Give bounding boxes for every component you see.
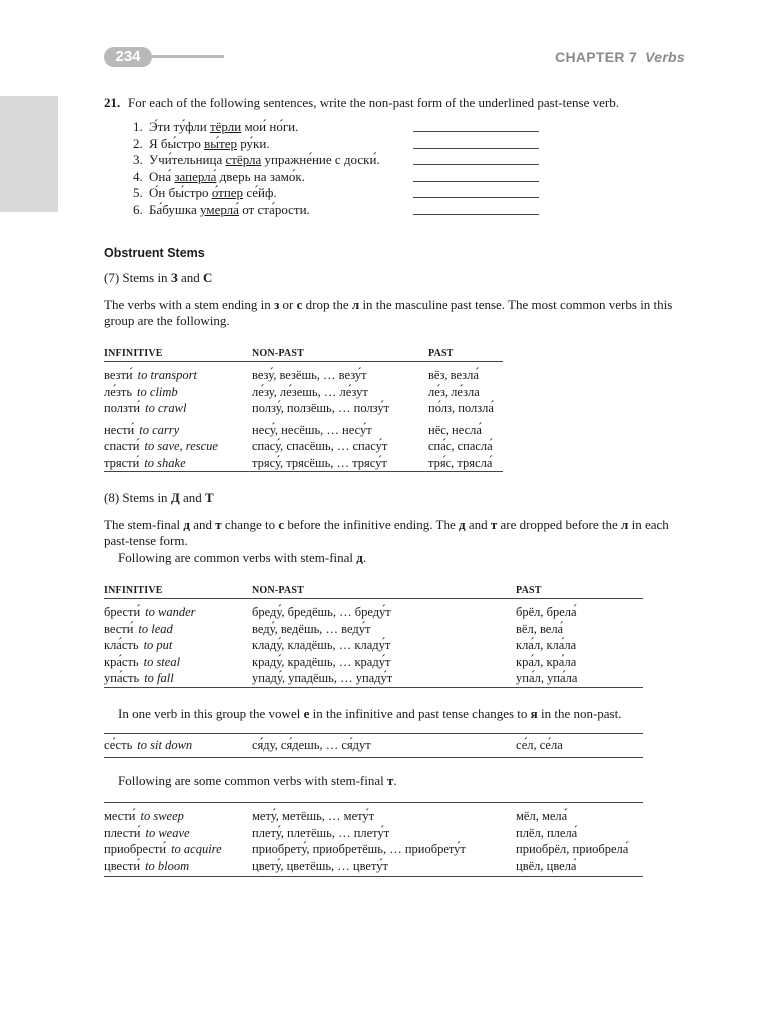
subsection-7-title: (7) Stems in З and С: [104, 270, 213, 285]
table-row: брести́ to wander бреду́, бредёшь, … бреду́т брёл, брела́: [104, 605, 577, 619]
table-row: приобрести́ to acquire приобрету́, приобретёшь, … приобрету́т приобрёл, приобрела́: [104, 842, 629, 856]
vowel-change-note: In one verb in this group the vowel е in the infinitive and past tense changes to я in the non-past.: [118, 706, 622, 721]
zs-stems-table: [104, 346, 503, 472]
exercise-item: 2. Я бы́стро вы́тер ру́ки.: [133, 136, 380, 153]
col-infinitive: INFINITIVE: [104, 346, 252, 362]
col-nonpast: NON-PAST: [252, 346, 428, 362]
col-past: PAST: [516, 583, 643, 599]
subsection-8-title: (8) Stems in Д and Т: [104, 490, 214, 505]
exercise-instruction: For each of the following sentences, write the non-past form of the underlined past-tense verb.: [128, 95, 619, 110]
subsection-7-text: The verbs with a stem ending in з or с drop the л in the masculine past tense. The most common verbs in this group are the following.: [104, 297, 673, 328]
table-row: плести́ to weave плету́, плетёшь, … плету́т плёл, плела́: [104, 825, 578, 840]
table-row: кла́сть to put кладу́, кладёшь, … кладу́т кла́л, кла́ла: [104, 638, 577, 652]
exercise-item: 5. О́н бы́стро о́тпер се́йф.: [133, 185, 380, 202]
t-stems-table: [104, 802, 643, 877]
table-row: вести́ to lead веду́, ведёшь, … веду́т вёл, вела́: [104, 621, 564, 636]
t-stem-intro: Following are some common verbs with stem-final т.: [118, 773, 397, 788]
table-row: ползти́ to crawl ползу́, ползёшь, … ползу́т по́лз, ползла́: [104, 401, 494, 415]
col-past: PAST: [428, 346, 503, 362]
exercise-item: 6. Ба́бушка умерла́ от ста́рости.: [133, 202, 380, 219]
running-head: [555, 49, 685, 65]
sest-table: [104, 733, 643, 758]
answer-blank[interactable]: [413, 214, 539, 215]
exercise-list: [133, 119, 380, 219]
side-tab: [0, 96, 58, 212]
table-row: везти́ to transport везу́, везёшь, … везу́т вёз, везла́: [104, 368, 479, 382]
table-row: кра́сть to steal краду́, крадёшь, … краду́т кра́л, кра́ла: [104, 654, 577, 669]
table-row: мести́ to sweep мету́, метёшь, … мету́т мёл, мела́: [104, 809, 568, 823]
table-row: цвести́ to bloom цвету́, цветёшь, … цвету́т цвёл, цвела́: [104, 858, 577, 873]
chapter-label: CHAPTER 7: [555, 49, 638, 65]
answer-blank[interactable]: [413, 131, 539, 132]
underlined-verb: стёрла: [225, 152, 262, 168]
underlined-verb: умерла́: [200, 201, 239, 217]
answer-blank[interactable]: [413, 181, 539, 182]
table-row: ле́зть to climb ле́зу, ле́зешь, … ле́зут ле́з, ле́зла: [104, 384, 480, 399]
table-row: спасти́ to save, rescue спасу́, спасёшь, … спасу́т спа́с, спасла́: [104, 439, 493, 453]
exercise-item: 4. Она́ заперла́ дверь на замо́к.: [133, 169, 380, 186]
page-number: 234: [104, 47, 152, 67]
header-rule: [152, 55, 224, 58]
underlined-verb: заперла́: [174, 168, 217, 184]
col-infinitive: INFINITIVE: [104, 583, 252, 599]
underlined-verb: вы́тер: [204, 135, 237, 151]
d-stems-table: [104, 583, 643, 688]
exercise-item: 1. Э́ти ту́фли тёрли мои́ но́ги.: [133, 119, 380, 136]
table-row: трясти́ to shake трясу́, трясёшь, … трясу́т тря́с, трясла́: [104, 455, 493, 470]
exercise-item: 3. Учи́тельница стёрла упражне́ние с доски́.: [133, 152, 380, 169]
exercise-number: 21.: [104, 95, 121, 110]
table-row: нести́ to carry несу́, несёшь, … несу́т нёс, несла́: [104, 422, 482, 437]
section-label: Verbs: [645, 49, 685, 65]
answer-blank[interactable]: [413, 164, 539, 165]
subsection-8-text: The stem-final д and т change to с before the infinitive ending. The д and т are dropped before the л in each past-tense form.: [104, 517, 669, 548]
d-stem-intro: Following are common verbs with stem-final д.: [118, 550, 367, 565]
table-row: се́сть to sit down ся́ду, ся́дешь, … ся́дут се́л, се́ла: [104, 738, 563, 752]
section-heading: Obstruent Stems: [104, 246, 205, 260]
answer-blank[interactable]: [413, 197, 539, 198]
answer-blank[interactable]: [413, 148, 539, 149]
table-row: упа́сть to fall упаду́, упадёшь, … упаду́т упа́л, упа́ла: [104, 671, 578, 685]
underlined-verb: тёрли: [209, 119, 242, 134]
underlined-verb: о́тпер: [211, 185, 244, 201]
col-nonpast: NON-PAST: [252, 583, 516, 599]
